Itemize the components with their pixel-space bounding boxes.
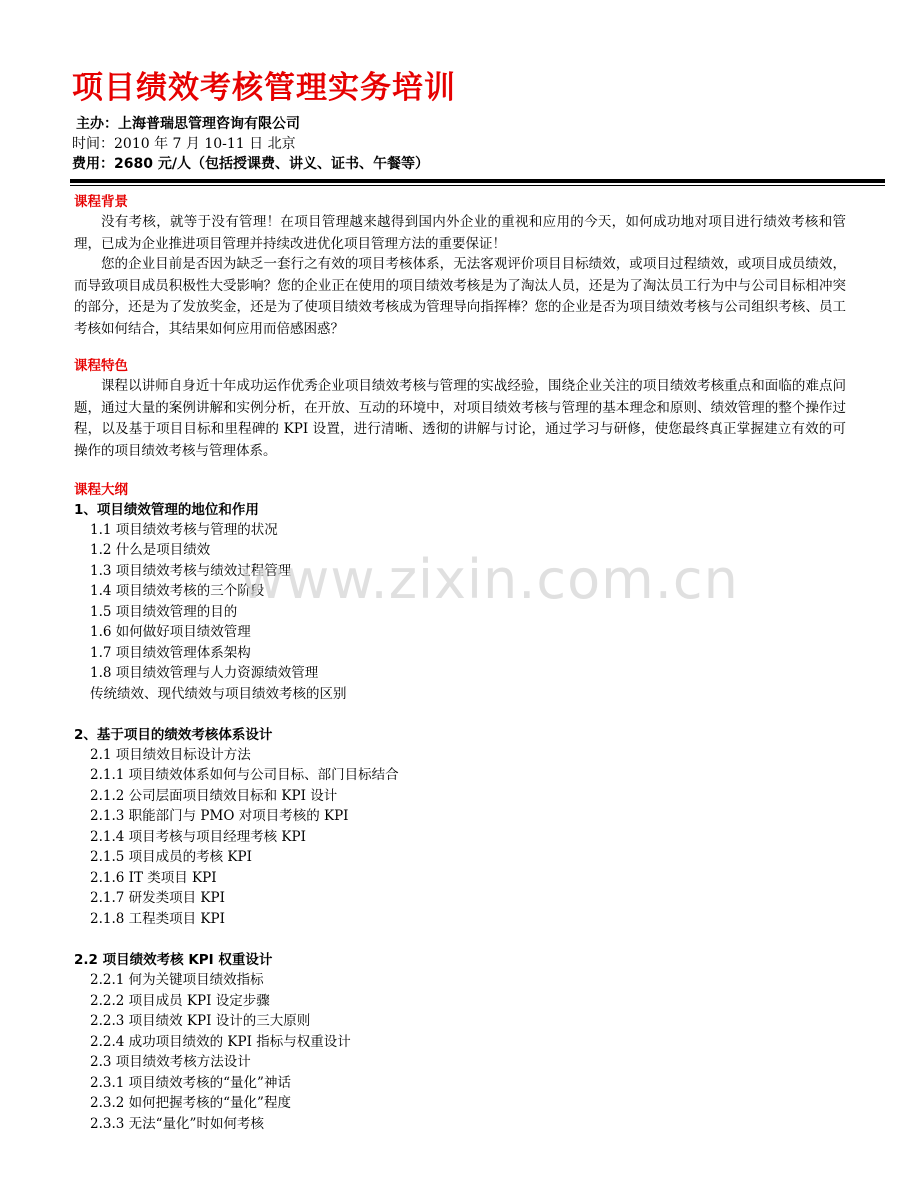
fee-line: 费用：2680 元/人（包括授课费、讲义、证书、午餐等） [72,156,429,172]
header-divider-thick [70,179,885,183]
outline-item: 2.1.2 公司层面项目绩效目标和 KPI 设计 [90,788,338,804]
outline-item: 1.4 项目绩效考核的三个阶段 [90,583,265,599]
time-line: 时间：2010 年 7 月 10-11 日 北京 [72,136,296,152]
background-paragraph-1: 没有考核，就等于没有管理！在项目管理越来越得到国内外企业的重视和应用的今天，如何成功地对项目进行绩效考核和管理，已成为企业推进项目管理并持续改进优化项目管理方法的重要保证！ [74,214,846,252]
outline-item: 2.2.2 项目成员 KPI 设定步骤 [90,993,270,1009]
outline-item: 1.6 如何做好项目绩效管理 [90,624,251,640]
outline-item: 2.3.1 项目绩效考核的“量化”神话 [90,1075,291,1091]
outline-item: 1.7 项目绩效管理体系架构 [90,645,251,661]
outline-item: 2.1 项目绩效目标设计方法 [90,747,251,763]
outline-item: 1.8 项目绩效管理与人力资源绩效管理 [90,665,319,681]
outline-item: 1.5 项目绩效管理的目的 [90,604,238,620]
section-heading-outline: 课程大纲 [74,482,128,498]
outline-item: 2.3.2 如何把握考核的“量化”程度 [90,1095,291,1111]
outline-item: 2.2.1 何为关键项目绩效指标 [90,972,264,988]
outline-item: 1.1 项目绩效考核与管理的状况 [90,522,278,538]
section-heading-background: 课程背景 [74,194,128,210]
outline-item: 传统绩效、现代绩效与项目绩效考核的区别 [90,686,347,702]
header-divider-thin [70,185,885,186]
outline-item: 2.1.6 IT 类项目 KPI [90,870,217,886]
organizer-line: 主办：上海普瑞思管理咨询有限公司 [76,116,300,132]
outline-heading: 1、项目绩效管理的地位和作用 [74,502,259,518]
outline-heading: 2.2 项目绩效考核 KPI 权重设计 [74,952,273,968]
features-paragraph: 课程以讲师自身近十年成功运作优秀企业项目绩效考核与管理的实战经验，围绕企业关注的项目绩效考核重点和面临的难点问题，通过大量的案例讲解和实例分析，在开放、互动的环境中，对项目绩效考核与管理的基本理念和原则、绩效管理的整个操作过程，以及基于项目目标和里程碑的 KPI 设置，进行清晰、透彻的讲解与讨论，通过学习与研修，使您最终真正掌握建立有效的可操作的项目绩效考核与管理体系。 [74,378,846,459]
outline-item: 2.2.4 成功项目绩效的 KPI 指标与权重设计 [90,1034,351,1050]
background-paragraph-2: 您的企业目前是否因为缺乏一套行之有效的项目考核体系，无法客观评价项目目标绩效，或项目过程绩效，或项目成员绩效，而导致项目成员积极性大受影响？您的企业正在使用的项目绩效考核是为了淘汰人员，还是为了淘汰员工行为中与公司目标相冲突的部分，还是为了发放奖金，还是为了使项目绩效考核成为管理导向指挥棒？您的企业是否为项目绩效考核与公司组织考核、员工考核如何结合，其结果如何应用而倍感困惑？ [74,256,846,337]
outline-item: 2.1.3 职能部门与 PMO 对项目考核的 KPI [90,808,349,824]
outline-item: 2.1.7 研发类项目 KPI [90,890,225,906]
outline-heading: 2、基于项目的绩效考核体系设计 [74,727,273,743]
section-heading-features: 课程特色 [74,358,128,374]
outline-item: 2.2.3 项目绩效 KPI 设计的三大原则 [90,1013,311,1029]
watermark-text: www.zixin.com.cn [240,548,739,611]
outline-item: 2.1.1 项目绩效体系如何与公司目标、部门目标结合 [90,767,399,783]
outline-item: 2.1.5 项目成员的考核 KPI [90,849,252,865]
outline-item: 2.1.4 项目考核与项目经理考核 KPI [90,829,306,845]
outline-item: 1.3 项目绩效考核与绩效过程管理 [90,563,292,579]
outline-item: 1.2 什么是项目绩效 [90,542,211,558]
page-title: 项目绩效考核管理实务培训 [72,70,456,106]
outline-item: 2.3.3 无法“量化”时如何考核 [90,1116,264,1132]
outline-item: 2.3 项目绩效考核方法设计 [90,1054,251,1070]
outline-item: 2.1.8 工程类项目 KPI [90,911,225,927]
